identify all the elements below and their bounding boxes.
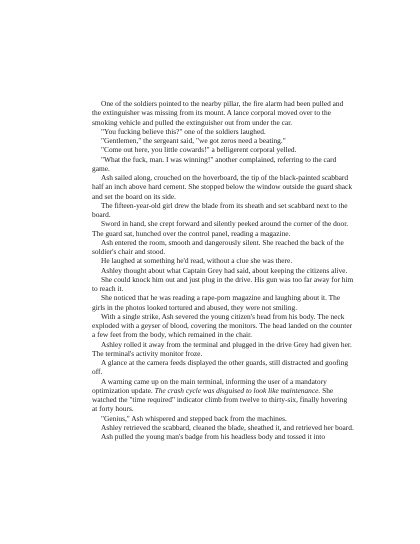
paragraph: "Genius," Ash whispered and stepped back from the machines. [101, 413, 287, 423]
paragraph: With a single strike, Ash severed the young citizen's head from his body. The neck exploded with a geyser of blood, covering the monitors. The head landed on the counter a few feet from the body, which remained in the chair. [92, 311, 353, 340]
paragraph: She could knock him out and just plug in the drive. His gun was too far away for him to reach it. [92, 274, 354, 293]
paragraph: A warning came up on the main terminal, informing the user of a mandatory optimization update. The crash cycle was disguised to look like maintenance. She watched the "time required" indicator climb from twelve to thirty-six, finally hovering at forty hours. [92, 376, 348, 414]
paragraph: "What the fuck, man. I was winning!" another complained, referring to the card game. [92, 154, 337, 173]
paragraph: "Gentlemen," the sergeant said, "we got zeros need a beating." [101, 136, 286, 145]
paragraph: Ash sailed along, crouched on the hoverboard, the tip of the black-painted scabbard half an inch above hard cement. She stopped below the window outside the guard shack and set the board on its side. [92, 173, 353, 201]
paragraph: Ashley retrieved the scabbard, cleaned the blade, sheathed it, and retrieved her board. [101, 422, 354, 432]
paragraph: Ash entered the room, smooth and dangerously silent. She reached the back of the soldier's chair and stood. [92, 237, 344, 256]
paragraph: He laughed at something he'd read, without a clue she was there. [101, 256, 293, 266]
italic-text: The crash cycle was disguised to look like maintenance. [154, 385, 321, 395]
paragraph: "You fucking believe this?" one of the soldiers laughed. [101, 126, 266, 136]
paragraph: She noticed that he was reading a rape-porn magazine and laughing about it. The girls in the photos looked tortured and abused, they were not smiling. [92, 293, 341, 312]
paragraph: The fifteen-year-old girl drew the blade from its sheath and set scabbard next to the board. [92, 200, 348, 219]
paragraph: A glance at the camera feeds displayed the other guards, still distracted and goofing off. [92, 358, 349, 377]
paragraph: "Come out here, you little cowards!" a belligerent corporal yelled. [101, 145, 297, 155]
paragraph: Ashley thought about what Captain Grey had said, about keeping the citizens alive. [101, 265, 348, 275]
paragraph: One of the soldiers pointed to the nearby pillar, the fire alarm had been pulled and the extinguisher was missing from its mount. A lance corporal moved over to the smoking vehicle and pulled the extinguisher out from under the car. [92, 99, 344, 127]
paragraph: Sword in hand, she crept forward and silently peeked around the corner of the door. The guard sat, hunched over the control panel, reading a magazine. [92, 219, 349, 238]
story-text [92, 99, 354, 441]
paragraph: Ash pulled the young man's badge from his headless body and tossed it into [101, 432, 326, 441]
paragraph: Ashley rolled it away from the terminal and plugged in the drive Grey had given her. The terminal's activity monitor froze. [92, 339, 352, 358]
